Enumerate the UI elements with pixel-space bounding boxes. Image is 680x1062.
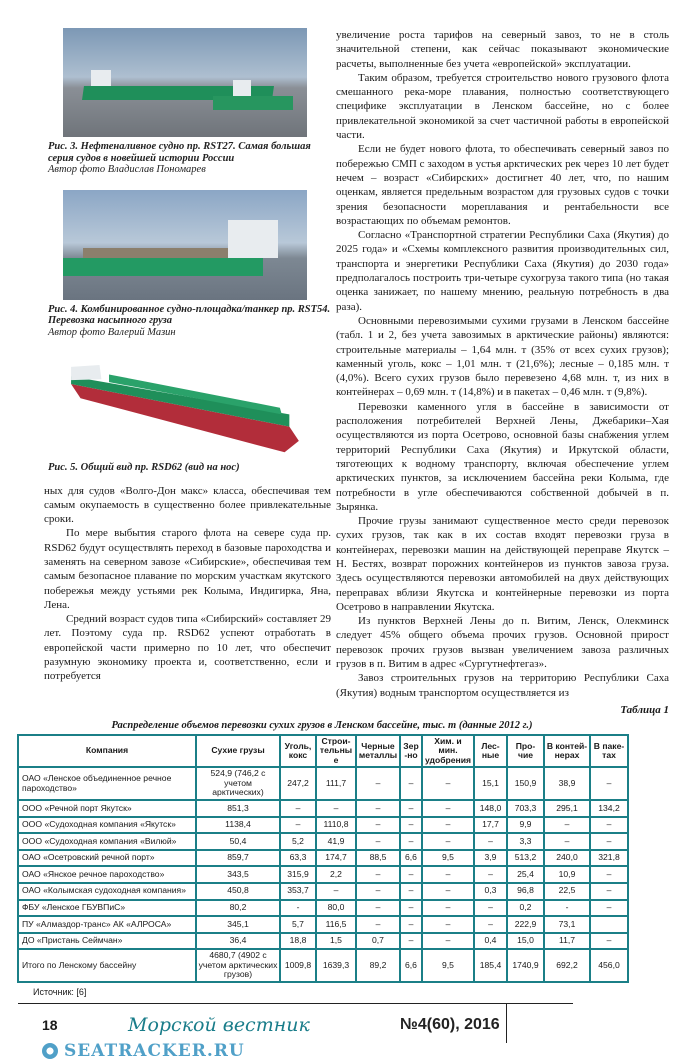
- photo-rst54: [63, 190, 307, 300]
- cargo-table: [17, 734, 629, 983]
- value-cell: –: [590, 933, 628, 950]
- value-cell: 73,1: [544, 916, 590, 933]
- table-row: [18, 817, 628, 834]
- value-cell: 1740,9: [507, 949, 544, 982]
- company-cell: ООО «Речной порт Якутск»: [18, 800, 196, 817]
- value-cell: –: [590, 833, 628, 850]
- company-cell: ПУ «Алмаздор-транс» АК «АЛРОСА»: [18, 916, 196, 933]
- value-cell: –: [356, 916, 400, 933]
- value-cell: 80,0: [316, 900, 356, 917]
- value-cell: 3,3: [507, 833, 544, 850]
- value-cell: 9,9: [507, 817, 544, 834]
- value-cell: 89,2: [356, 949, 400, 982]
- value-cell: 6,6: [400, 850, 422, 867]
- column-header: Строи-тельные: [316, 735, 356, 768]
- value-cell: 18,8: [280, 933, 316, 950]
- paragraph: Основными перевозимыми сухими грузами в Ленском бассейне (табл. 1 и 2, без учета завозимых в арктические районы) являются: строительные материалы – 1,64 млн. т (35% от всех сухих грузов); каменный уголь, кокс – 1,01 млн. т (21,6%); лесные – 0,185 млн. т (4,0%). Всего сухих грузов было перевезено 4,68 млн. т, из них в контейнерах – 0,69 млн. т (14,8%) и в пакетах – 0,46 млн. т (9,8%).: [336, 314, 669, 399]
- render-rsd62: [55, 346, 313, 458]
- table-row: [18, 767, 628, 800]
- value-cell: –: [422, 833, 474, 850]
- value-cell: –: [544, 833, 590, 850]
- value-cell: –: [280, 817, 316, 834]
- value-cell: 703,3: [507, 800, 544, 817]
- table-row: [18, 883, 628, 900]
- company-cell: ОАО «Янское речное пароходство»: [18, 866, 196, 883]
- table-row: [18, 866, 628, 883]
- value-cell: –: [400, 767, 422, 800]
- value-cell: 111,7: [316, 767, 356, 800]
- table-label: Таблица 1: [620, 703, 669, 716]
- value-cell: 41,9: [316, 833, 356, 850]
- value-cell: 450,8: [196, 883, 280, 900]
- value-cell: 3,9: [474, 850, 507, 867]
- table-row: [18, 916, 628, 933]
- value-cell: 1639,3: [316, 949, 356, 982]
- table-row: [18, 800, 628, 817]
- paragraph: Согласно «Транспортной стратегии Республики Саха (Якутия) до 2025 года» и «Схемы комплексного развития производительных сил, транспорта и энергетики Республики Саха (Якутия) до 2030 года» предполагалось построить три-четыре сухогруза такого типа (но такая оценка занижает, по нашему мнению, реальную потребность в два раза).: [336, 229, 669, 313]
- value-cell: –: [474, 833, 507, 850]
- column-header: Лес-ные: [474, 735, 507, 768]
- value-cell: –: [590, 767, 628, 800]
- table-row: [18, 949, 628, 982]
- value-cell: –: [400, 833, 422, 850]
- value-cell: –: [400, 866, 422, 883]
- value-cell: 15,1: [474, 767, 507, 800]
- column-header: Сухие грузы: [196, 735, 280, 768]
- paragraph: Из пунктов Верхней Лены до п. Витим, Ленск, Олекминск следует 45% общего объема прочих грузов. Основной прирост перевозок прочих грузов вызван увеличением завоза различных грузов в п. Витим в адрес «Сургутнефтегаз».: [336, 615, 669, 671]
- page-number: 18: [42, 1016, 58, 1033]
- right-column-text: [336, 28, 669, 700]
- value-cell: –: [316, 883, 356, 900]
- value-cell: 6,6: [400, 949, 422, 982]
- value-cell: 247,2: [280, 767, 316, 800]
- value-cell: 36,4: [196, 933, 280, 950]
- value-cell: 0,4: [474, 933, 507, 950]
- value-cell: 9,5: [422, 949, 474, 982]
- figure-5-caption: Рис. 5. Общий вид пр. RSD62 (вид на нос): [48, 462, 240, 473]
- table-header-row: [18, 735, 628, 768]
- table-title: Распределение объемов перевозки сухих грузов в Ленском бассейне, тыс. т (данные 2012 г.): [111, 719, 533, 731]
- value-cell: –: [422, 933, 474, 950]
- value-cell: –: [400, 933, 422, 950]
- value-cell: 692,2: [544, 949, 590, 982]
- table-row: [18, 933, 628, 950]
- paragraph: Завоз строительных грузов на территорию Республики Саха (Якутия) водным транспортом осуществляется из: [336, 672, 669, 699]
- value-cell: –: [356, 817, 400, 834]
- value-cell: 0,3: [474, 883, 507, 900]
- value-cell: –: [422, 883, 474, 900]
- value-cell: –: [422, 916, 474, 933]
- page-footer: [42, 1012, 680, 1038]
- value-cell: –: [474, 916, 507, 933]
- figure-3-caption: [48, 141, 331, 176]
- value-cell: –: [422, 800, 474, 817]
- table-row: [18, 900, 628, 917]
- value-cell: 1110,8: [316, 817, 356, 834]
- value-cell: 38,9: [544, 767, 590, 800]
- figure-3-caption-text: Рис. 3. Нефтеналивное судно пр. RST27. Самая большая серия судов в новейшей истории России: [48, 141, 311, 164]
- watermark: SEATRACKER.RU: [64, 1040, 245, 1061]
- value-cell: –: [280, 800, 316, 817]
- value-cell: 0,7: [356, 933, 400, 950]
- company-cell: ООО «Судоходная компания «Якутск»: [18, 817, 196, 834]
- value-cell: 80,2: [196, 900, 280, 917]
- value-cell: –: [356, 833, 400, 850]
- value-cell: 150,9: [507, 767, 544, 800]
- magazine-title: Морской вестник: [128, 1013, 310, 1036]
- column-header: Зер-но: [400, 735, 422, 768]
- value-cell: –: [422, 866, 474, 883]
- value-cell: 315,9: [280, 866, 316, 883]
- value-cell: 456,0: [590, 949, 628, 982]
- value-cell: 1138,4: [196, 817, 280, 834]
- value-cell: 63,3: [280, 850, 316, 867]
- value-cell: –: [422, 900, 474, 917]
- table-source: Источник: [6]: [33, 986, 87, 997]
- company-cell: ФБУ «Ленское ГБУВПиС»: [18, 900, 196, 917]
- table-row: [18, 833, 628, 850]
- watermark-row: [42, 1040, 680, 1062]
- column-header: Про-чие: [507, 735, 544, 768]
- value-cell: 851,3: [196, 800, 280, 817]
- value-cell: 15,0: [507, 933, 544, 950]
- column-header: В паке-тах: [590, 735, 628, 768]
- value-cell: –: [400, 817, 422, 834]
- value-cell: 345,1: [196, 916, 280, 933]
- value-cell: 88,5: [356, 850, 400, 867]
- value-cell: 222,9: [507, 916, 544, 933]
- value-cell: 96,8: [507, 883, 544, 900]
- value-cell: 22,5: [544, 883, 590, 900]
- table-body: [18, 767, 628, 981]
- left-column: [44, 28, 331, 684]
- value-cell: –: [316, 800, 356, 817]
- value-cell: 859,7: [196, 850, 280, 867]
- paragraph: Таким образом, требуется строительство нового грузового флота смешанного река-море плавания, полностью соответствующего специфике эксплуатации в Ленском бассейне, но с более привлекательной экономикой за счет частичной работы в европейской части.: [336, 71, 669, 142]
- value-cell: 321,8: [590, 850, 628, 867]
- value-cell: 524,9 (746,2 с учетом арктических): [196, 767, 280, 800]
- paragraph: Средний возраст судов типа «Сибирский» составляет 29 лет. Поэтому суда пр. RSD62 успеют отработать в европейской части примерно по 10 лет, что обеспечит разумную экономику проекта и, соответственно, если и потребуется: [44, 613, 331, 683]
- company-cell: ОАО «Ленское объединенное речное пароходство»: [18, 767, 196, 800]
- value-cell: –: [590, 866, 628, 883]
- column-header: В контей-нерах: [544, 735, 590, 768]
- value-cell: –: [590, 817, 628, 834]
- value-cell: 5,2: [280, 833, 316, 850]
- company-cell: ООО «Судоходная компания «Вилюй»: [18, 833, 196, 850]
- value-cell: –: [356, 883, 400, 900]
- value-cell: 4680,7 (4902 с учетом арктических грузов): [196, 949, 280, 982]
- value-cell: -: [544, 900, 590, 917]
- value-cell: –: [474, 866, 507, 883]
- paragraph: ных для судов «Волго-Дон макс» класса, обеспечивая тем самым окупаемость в существенно более привлекательные сроки.: [44, 484, 331, 526]
- value-cell: 1009,8: [280, 949, 316, 982]
- value-cell: -: [280, 900, 316, 917]
- value-cell: 11,7: [544, 933, 590, 950]
- table-row: [18, 850, 628, 867]
- value-cell: [590, 916, 628, 933]
- value-cell: 353,7: [280, 883, 316, 900]
- article-columns: [44, 28, 669, 700]
- value-cell: 116,5: [316, 916, 356, 933]
- paragraph: Перевозки каменного угля в бассейне в зависимости от расположения потребителей Верхней Лены, Джебарики–Хая осуществляются из порта Осетрово, основной базы снабжения углем территорий Республики Саха (Якутия) и Иркутской области, тяготеющих к водному транспорту, включая обеспечение углем арктических пунктов, за исключением бассейна реки Колыма, где потребности в угле обеспечиваются собственной добычей в п. Зырянка.: [336, 400, 669, 513]
- value-cell: 5,7: [280, 916, 316, 933]
- paragraph: Если не будет нового флота, то обеспечивать северный завоз по побережью СМП с заходом в устья арктических рек через 10 лет будет нечем – возраст «Сибирских» достигнет 40 лет, что, по нашим оценкам, является предельным возрастом для грузовых судов с точки зрения безопасности мореплавания и рентабельности все возрастающих по объемам ремонтов.: [336, 143, 669, 227]
- value-cell: 17,7: [474, 817, 507, 834]
- value-cell: –: [356, 767, 400, 800]
- value-cell: 148,0: [474, 800, 507, 817]
- value-cell: –: [356, 800, 400, 817]
- figure-4-caption-text: Рис. 4. Комбинированное судно-площадка/танкер пр. RST54. Перевозка насыпного груза: [48, 303, 331, 326]
- value-cell: 0,2: [507, 900, 544, 917]
- value-cell: –: [590, 900, 628, 917]
- value-cell: 240,0: [544, 850, 590, 867]
- footer-vertical-divider: [506, 1003, 507, 1043]
- value-cell: –: [400, 883, 422, 900]
- value-cell: –: [422, 817, 474, 834]
- value-cell: –: [400, 800, 422, 817]
- value-cell: 174,7: [316, 850, 356, 867]
- value-cell: –: [590, 883, 628, 900]
- value-cell: 2,2: [316, 866, 356, 883]
- value-cell: 185,4: [474, 949, 507, 982]
- footer-divider: [18, 1003, 573, 1004]
- figure-3-author: Автор фото Владислав Пономарев: [48, 164, 206, 175]
- photo-tanker-rst27: [63, 28, 307, 137]
- value-cell: –: [400, 916, 422, 933]
- value-cell: 9,5: [422, 850, 474, 867]
- column-header: Компания: [18, 735, 196, 768]
- value-cell: –: [400, 900, 422, 917]
- value-cell: –: [422, 767, 474, 800]
- column-header: Черные металлы: [356, 735, 400, 768]
- value-cell: –: [474, 900, 507, 917]
- value-cell: 343,5: [196, 866, 280, 883]
- figure-4-caption: [48, 304, 331, 339]
- value-cell: –: [544, 817, 590, 834]
- value-cell: 295,1: [544, 800, 590, 817]
- value-cell: 1,5: [316, 933, 356, 950]
- company-cell: ДО «Пристань Сеймчан»: [18, 933, 196, 950]
- column-header: Хим. и мин. удобрения: [422, 735, 474, 768]
- company-cell: Итого по Ленскому бассейну: [18, 949, 196, 982]
- value-cell: 10,9: [544, 866, 590, 883]
- value-cell: –: [356, 866, 400, 883]
- value-cell: 50,4: [196, 833, 280, 850]
- company-cell: ОАО «Осетровский речной порт»: [18, 850, 196, 867]
- value-cell: 25,4: [507, 866, 544, 883]
- figure-4-author: Автор фото Валерий Мазин: [48, 326, 176, 338]
- value-cell: 134,2: [590, 800, 628, 817]
- value-cell: 513,2: [507, 850, 544, 867]
- left-column-text: [44, 484, 331, 684]
- column-header: Уголь, кокс: [280, 735, 316, 768]
- paragraph: Прочие грузы занимают существенное место среди перевозок сухих грузов, так как в их состав входят перевозки груза в контейнерах, перевозки машин на действующей переправе Якутск – Н. Бестях, возврат порожних контейнеров из пунктов завоза груза. Здесь осуществляются перевозки автомобилей на двух действующих переправах вблизи Якутска и контейнерные перевозки из порта Осетрово в направлении Якутска.: [336, 515, 669, 613]
- paragraph: По мере выбытия старого флота на севере суда пр. RSD62 будут осуществлять переход в базовые пароходства и заменять на северном завозе «Сибирские», обеспечивая тем самым безопасное плавание по морским участкам якутского побережья между устьями рек Колыма, Индигирка, Яна, Лена.: [44, 527, 331, 611]
- value-cell: –: [356, 900, 400, 917]
- paragraph: увеличение роста тарифов на северный завоз, то не в столь значительной степени, как сейчас показывают экономические расчеты, выполненные без учета «европейской» эксплуатации.: [336, 29, 669, 70]
- watermark-sun-icon: [42, 1043, 58, 1059]
- issue-number: №4(60), 2016: [400, 1015, 500, 1033]
- company-cell: ОАО «Колымская судоходная компания»: [18, 883, 196, 900]
